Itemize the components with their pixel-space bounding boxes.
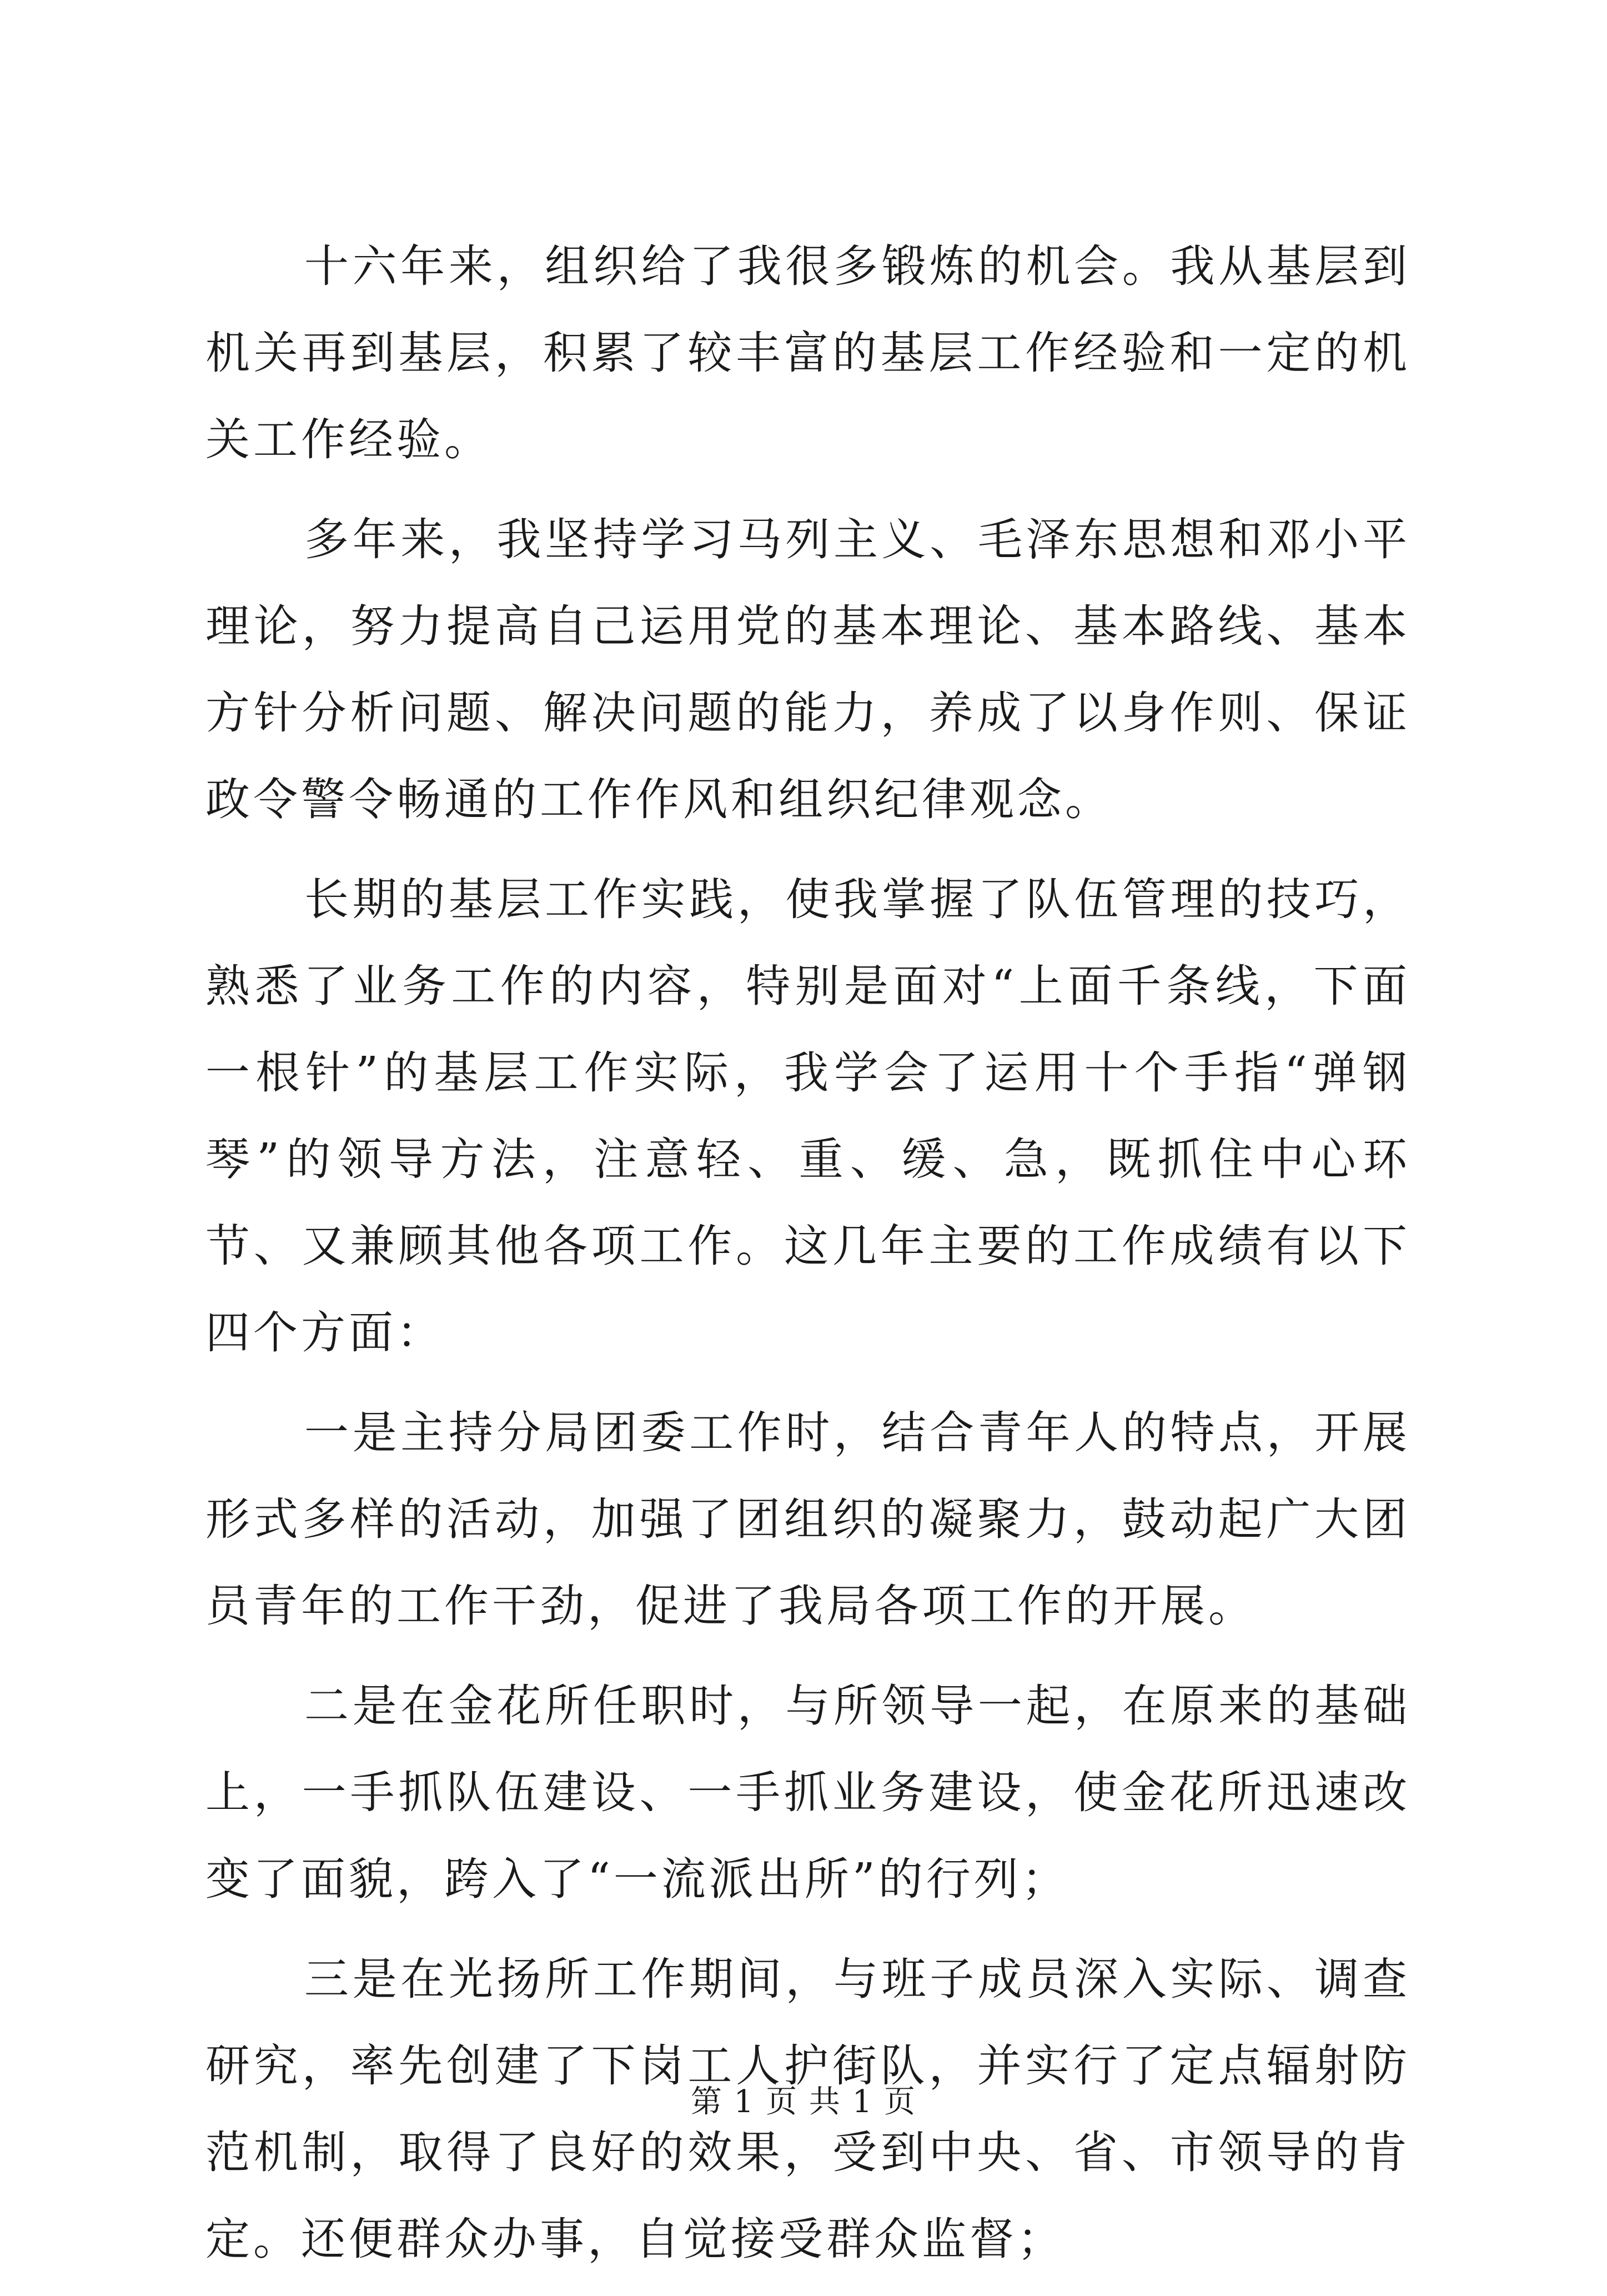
- document-body: [205, 223, 1410, 2296]
- paragraph-4: 一是主持分局团委工作时，结合青年人的特点，开展形式多样的活动，加强了团组织的凝聚力，鼓动起广大团员青年的工作干劲，促进了我局各项工作的开展。: [205, 1407, 1410, 1632]
- paragraph-5: 二是在金花所任职时，与所领导一起，在原来的基础上，一手抓队伍建设、一手抓业务建设，使金花所迅速改变了面貌，跨入了“一流派出所”的行列；: [205, 1680, 1410, 1905]
- paragraph-3: 长期的基层工作实践，使我掌握了队伍管理的技巧，熟悉了业务工作的内容，特别是面对“上面千条线，下面一根针”的基层工作实际，我学会了运用十个手指“弹钢琴”的领导方法，注意轻、重、缓、急，既抓住中心环节、又兼顾其他各项工作。这几年主要的工作成绩有以下四个方面：: [205, 874, 1410, 1358]
- page-footer: 第 1 页 共 1 页: [690, 2084, 917, 2120]
- paragraph-6: 三是在光扬所工作期间，与班子成员深入实际、调查研究，率先创建了下岗工人护街队，并实行了定点辐射防范机制，取得了良好的效果，受到中央、省、市领导的肯定。还便群众办事，自觉接受群众监督；: [205, 1953, 1410, 2265]
- paragraph-2: 多年来，我坚持学习马列主义、毛泽东思想和邓小平理论，努力提高自己运用党的基本理论、基本路线、基本方针分析问题、解决问题的能力，养成了以身作则、保证政令警令畅通的工作作风和组织纪律观念。: [205, 514, 1410, 825]
- paragraph-1: 十六年来，组织给了我很多锻炼的机会。我从基层到机关再到基层，积累了较丰富的基层工作经验和一定的机关工作经验。: [205, 240, 1410, 465]
